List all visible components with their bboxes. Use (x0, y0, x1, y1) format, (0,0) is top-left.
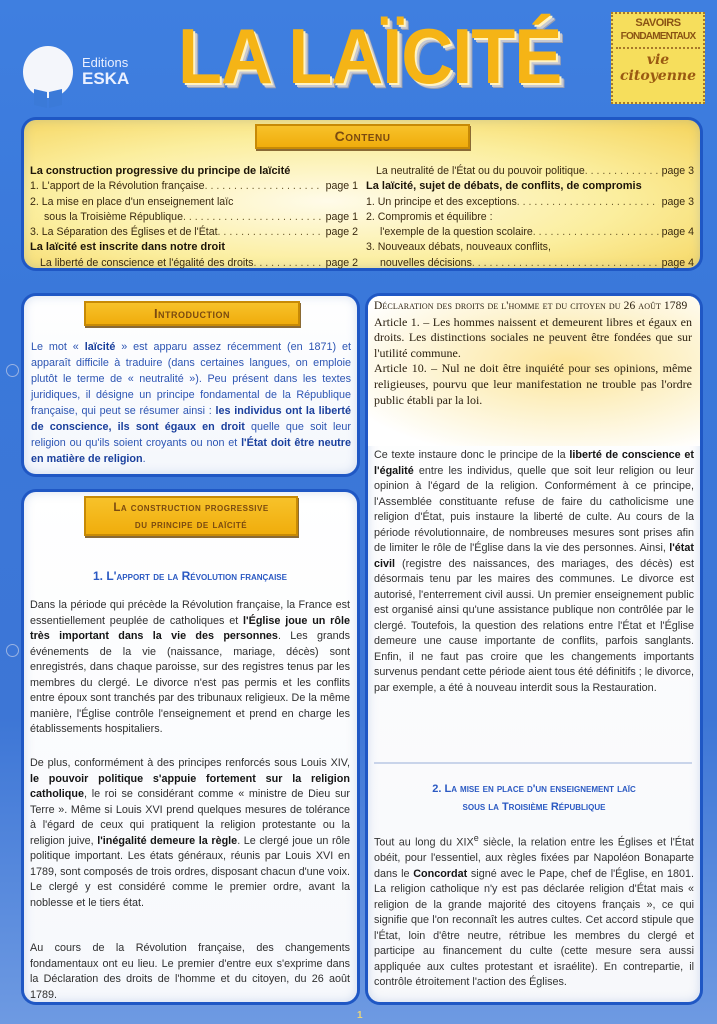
toc-entry-page: page 4 (661, 226, 694, 239)
toc-entry-title: La laïcité est inscrite dans notre droit (30, 241, 225, 254)
page-title: LA LAÏCITÉ (178, 13, 562, 101)
section2-title: 2. La mise en place d'un enseignement laïc sous la Troisième République (432, 783, 636, 813)
introduction-text: Le mot « laïcité » est apparu assez récemment (en 1871) et apparaît difficile à traduire (dans certaines langues, on emploie plutôt le terme de « neutralité »). Peu présent dans les textes juridiques, il désigne un principe fondamental de la République française, qui peut se résumer ainsi : les individus ont la liberté de conscience, ils sont égaux en droit quelle que soit leur religion ou qu'ils soient croyants ou non et l'État doit être neutre en matière de religion. (31, 341, 352, 465)
paragraph: Ce texte instaure donc le principe de la liberté de conscience et l'égalité entre les individus, quelle que soit leur religion ou leur opinion à l'égard de la religion. Conformément à ce principe, l'Assemblée constituante refuse de faire du catholicisme une religion d'État, puis instaure la liberté de culte. Au cours de la période révolutionnaire, de nombreuses mesures sont prises afin de limiter le rôle de l'Église dans la vie des personnes. Ainsi, l'état civil (registre des naissances, des mariages, des décès) est désormais tenu par les maires des communes. Le divorce est autorisé, l'enterrement civil aussi. Un premier enseignement public est organisé ainsi qu'une assistance publique non contrôlée par le clergé. Toutefois, la question des relations entre l'État et l'Église demeure une cause importante de conflits, parfois sanglants. Enfin, il ne faut pas croire que les changements importants survenus pendant cette période aient tous été définitifs ; le divorce, par exemple, a été à nouveau interdit sous la Restauration. (374, 449, 694, 694)
paragraph: De plus, conformément à des principes renforcés sous Louis XIV, le pouvoir politique s'appuie fortement sur la religion catholique, le roi se considérant comme « ministre de Dieu sur Terre ». Même si Louis XVI prend quelques mesures de tolérance à l'égard de ceux qui pratiquent la religion protestante ou la religion juive, l'inégalité demeure la règle. Le clergé joue un rôle politique important. Les états généraux, réunis par Louis XVI en 1789, sont composés de trois ordres, disposant chacun d'une voix. Le clergé y est considéré comme le premier ordre, avant la noblesse et le tiers état. (30, 757, 351, 909)
article-1: Article 1. – Les hommes naissent et demeurent libres et égaux en droits. Les distinctions sociales ne peuvent être fondées que sur l'utilité commune. (374, 314, 692, 360)
article-10: Article 10. – Nul ne doit être inquiété pour ses opinions, même religieuses, pourvu que leur manifestation ne trouble pas l'ordre public établi par la loi. (374, 361, 692, 407)
contents-label: Contenu (255, 124, 470, 149)
toc-entry (30, 179, 358, 194)
leader-dots (517, 195, 659, 210)
badge-line4: citoyenne (620, 68, 696, 84)
leader-dots (218, 225, 323, 240)
open-book-icon (33, 87, 63, 109)
toc-entry (366, 256, 694, 271)
toc-entry (30, 256, 358, 271)
toc-entry (366, 179, 694, 194)
badge-line1: SAVOIRS (635, 17, 681, 29)
toc-entry-page: page 3 (661, 165, 694, 177)
toc-entry-title: La construction progressive du principe de laïcité (30, 165, 291, 177)
toc-entry-title: 1. L'apport de la Révolution française (30, 180, 205, 193)
page-number: 1 (357, 1010, 363, 1021)
declaration-title: Déclaration des droits de l'homme et du citoyen du 26 août 1789 (374, 300, 688, 312)
toc-entry-page: page 2 (325, 256, 358, 269)
toc-entry-page: page 4 (661, 256, 694, 269)
toc-entry (30, 210, 358, 225)
toc-entry-title: nouvelles décisions (380, 256, 472, 269)
toc-entry-title: La neutralité de l'État ou du pouvoir politique (376, 165, 585, 177)
section-divider (374, 762, 692, 764)
toc-entry (30, 195, 358, 210)
toc-left-column (30, 164, 358, 271)
toc-entry (30, 164, 358, 179)
toc-entry (366, 195, 694, 210)
toc-entry (366, 164, 694, 179)
publisher-line1: Editions (82, 55, 129, 70)
section1-title: 1. L'apport de la Révolution française (93, 569, 287, 583)
paragraph: Au cours de la Révolution française, des changements fondamentaux ont eu lieu. Le premier d'entre eux s'exprime dans la Déclaration des droits de l'homme et du citoyen, du 26 août 1789. (30, 942, 350, 1001)
right-column-panel (368, 296, 700, 1002)
publisher-logo (20, 44, 160, 106)
toc-entry (30, 240, 358, 255)
toc-entry-page: page 2 (325, 226, 358, 239)
collection-badge (611, 12, 705, 104)
badge-line3: vie (646, 52, 670, 68)
badge-line2: FONDAMENTAUX (616, 30, 700, 49)
toc-entry (30, 225, 358, 240)
leader-dots (183, 210, 323, 225)
binder-hole (6, 644, 19, 657)
declaration-quote (368, 296, 700, 446)
leader-dots (205, 179, 323, 194)
toc-entry-title: 3. La Séparation des Églises et de l'État (30, 226, 218, 239)
paragraph: Tout au long du XIXe siècle, la relation entre les Églises et l'État obéit, pour l'essentiel, aux règles fixées par Napoléon Bonaparte dans le Concordat signé avec le Pape, chef de l'Église, en 1801. La religion catholique n'y est pas déclarée religion d'État mais « religion de la grande majorité des citoyens français », ce qui signifie que l'on reconnaît les autres cultes. Cet accord stipule que l'État, loin d'être neutre, rétribue les membres du clergé et participe au financement du culte (cette mesure sera aussi appliquée aux cultes protestant et israélite). En contrepartie, il contrôle étroitement l'action des Églises. (374, 833, 694, 989)
leader-dots (472, 256, 659, 271)
toc-entry-title: sous la Troisième République (44, 210, 183, 223)
construction-label: La construction progressive du principe de laïcité (84, 496, 298, 536)
toc-entry-title: 2. La mise en place d'un enseignement laïc (30, 195, 234, 208)
toc-entry-page: page 1 (325, 180, 358, 193)
paragraph: Dans la période qui précède la Révolution française, la France est essentiellement peuplée de catholiques et l'Église joue un rôle très important dans la vie des personnes. Les grands événements de la vie (naissance, mariage, décès) sont enregistrés, dans chaque paroisse, sur des registres tenus par les membres du clergé. Le divorce n'est pas permis et les conflits entre époux sont tranchés par des tribunaux religieux. De la même manière, l'Église contrôle l'enseignement et prend en charge les établissements hospitaliers. (30, 599, 350, 735)
toc-entry-title: l'exemple de la question scolaire (380, 226, 533, 239)
publisher-line2: ESKA (82, 69, 130, 88)
introduction-label: Introduction (84, 301, 300, 326)
publisher-name (82, 56, 129, 87)
toc-entry (366, 225, 694, 240)
toc-entry-title: 2. Compromis et équilibre : (366, 210, 493, 223)
binder-hole (6, 364, 19, 377)
leader-dots (253, 256, 322, 271)
introduction-panel (24, 296, 357, 474)
toc-entry (366, 210, 694, 225)
toc-entry-page: page 3 (661, 195, 694, 208)
leader-dots (533, 225, 659, 240)
toc-entry-title: 3. Nouveaux débats, nouveaux conflits, (366, 241, 551, 254)
toc-entry-page: page 1 (325, 210, 358, 223)
toc-entry-title: La laïcité, sujet de débats, de conflits, de compromis (366, 180, 642, 193)
toc-entry-title: 1. Un principe et des exceptions (366, 195, 517, 208)
toc-entry-title: La liberté de conscience et l'égalité des droits (40, 256, 254, 269)
leader-dots (585, 164, 659, 179)
contents-panel (24, 120, 700, 268)
toc-entry (366, 240, 694, 255)
construction-panel (24, 492, 357, 1002)
toc-right-column (366, 164, 694, 271)
